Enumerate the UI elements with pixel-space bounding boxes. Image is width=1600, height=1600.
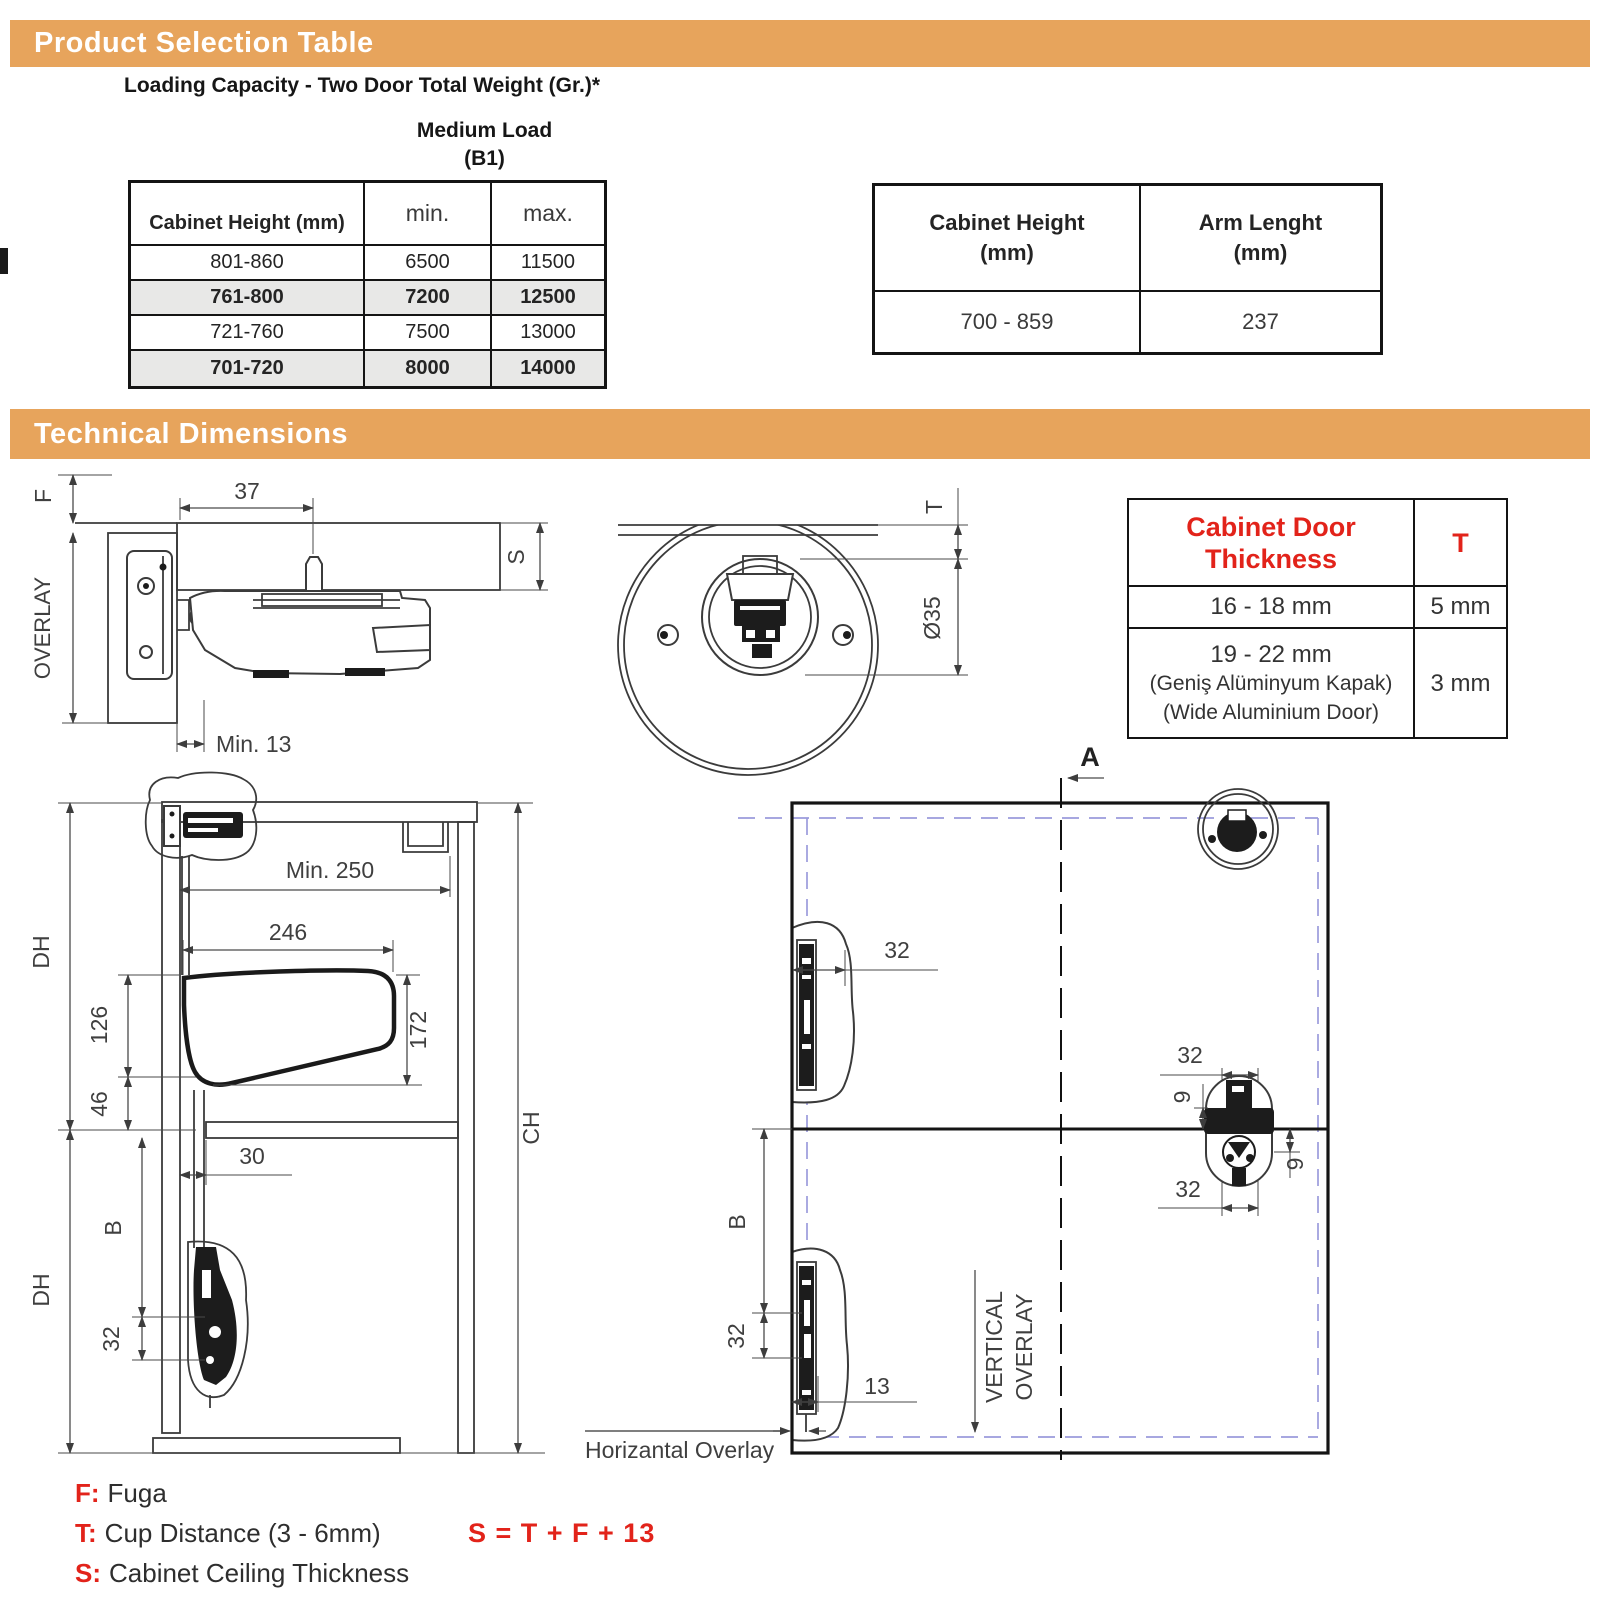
section-title: Product Selection Table [34, 27, 374, 59]
section-header-product-selection [10, 20, 1590, 67]
dim-9-left: 9 [1169, 1090, 1195, 1104]
arm-length-table [872, 183, 1383, 355]
dim-dia35: Ø35 [919, 596, 945, 640]
dim-f: F [30, 488, 56, 504]
table-cell: 14000 [492, 351, 604, 386]
loading-capacity-table [128, 180, 607, 389]
table-cell: 721-760 [131, 316, 365, 351]
load-class-label: Medium Load [416, 119, 553, 142]
dim-32-plate-bottom: 32 [1175, 1176, 1201, 1202]
table-cell: 761-800 [131, 281, 365, 316]
table-cell: 7200 [365, 281, 492, 316]
table-cell: 13000 [492, 316, 604, 351]
cup-view-drawing [618, 488, 968, 775]
vertical-overlay-label-2: OVERLAY [1011, 1293, 1037, 1401]
dim-13: 13 [864, 1373, 890, 1399]
legend-text-s: Cabinet Ceiling Thickness [109, 1558, 410, 1588]
dim-9-right: 9 [1282, 1157, 1308, 1171]
dim-s: S [503, 549, 529, 565]
legend-text-t: Cup Distance (3 - 6mm) [104, 1518, 381, 1548]
legend-key-t: T: [75, 1518, 97, 1548]
header-line: (mm) [1233, 240, 1288, 265]
table-cell: 700 - 859 [875, 292, 1141, 352]
legend-item-f [75, 1478, 167, 1509]
dim-b-section: B [100, 1220, 126, 1236]
loading-capacity-heading: Loading Capacity - Two Door Total Weight (Gr.)* [124, 74, 600, 97]
legend-item-s [75, 1558, 409, 1589]
col-header-t: T [1415, 500, 1506, 587]
side-view-drawing [30, 475, 548, 757]
dim-t: T [921, 499, 947, 515]
dim-32-section: 32 [98, 1326, 124, 1352]
col-header-arm-length [1141, 186, 1380, 292]
col-header-min: min. [365, 183, 492, 246]
dim-ch: CH [518, 1111, 544, 1145]
dim-overlay: OVERLAY [30, 576, 55, 680]
table-cell: 16 - 18 mm [1129, 587, 1415, 629]
dim-dh-lower: DH [28, 1273, 54, 1307]
legend-key-s: S: [75, 1558, 101, 1588]
door-thickness-table [1127, 498, 1508, 739]
dim-46: 46 [86, 1091, 112, 1117]
section-header-technical-dimensions [10, 409, 1590, 459]
dim-min13: Min. 13 [216, 731, 292, 757]
dim-min250: Min. 250 [285, 857, 375, 883]
table-cell [1129, 629, 1415, 737]
thickness-range: 19 - 22 mm [1210, 640, 1332, 668]
dim-b-front: B [724, 1214, 750, 1230]
header-line: Cabinet Height [929, 210, 1085, 235]
table-cell: 5 mm [1415, 587, 1506, 629]
header-line: (mm) [980, 240, 1034, 265]
dim-dh-upper: DH [28, 935, 54, 969]
table-cell: 6500 [365, 246, 492, 281]
dim-30: 30 [239, 1143, 265, 1169]
dim-32-front: 32 [723, 1323, 749, 1349]
col-header-cabinet-height [875, 186, 1141, 292]
horizontal-overlay-label: Horizantal Overlay [585, 1437, 775, 1463]
section-title: Technical Dimensions [34, 417, 349, 450]
legend-text-f: Fuga [107, 1478, 167, 1508]
thickness-note-en: (Wide Aluminium Door) [1163, 700, 1379, 724]
dim-37: 37 [234, 478, 260, 504]
thickness-note-tr: (Geniş Alüminyum Kapak) [1149, 671, 1393, 695]
table-cell: 701-720 [131, 351, 365, 386]
dim-172: 172 [405, 1010, 431, 1050]
section-a-label: A [1080, 742, 1100, 772]
table-cell: 237 [1141, 292, 1380, 352]
dim-126: 126 [86, 1005, 112, 1045]
dim-32-rail-upper: 32 [884, 937, 910, 963]
col-header-cabinet-height: Cabinet Height (mm) [131, 183, 365, 246]
s-formula: S = T + F + 13 [468, 1518, 656, 1548]
header-line: Arm Lenght [1198, 210, 1323, 235]
dim-32-plate-top: 32 [1177, 1042, 1203, 1068]
legend-item-t [75, 1518, 381, 1549]
table-cell: 3 mm [1415, 629, 1506, 737]
dim-246: 246 [268, 919, 308, 945]
table-cell: 801-860 [131, 246, 365, 281]
load-code-label: (B1) [464, 147, 505, 170]
table-cell: 8000 [365, 351, 492, 386]
col-header-max: max. [492, 183, 604, 246]
scan-artifact [0, 248, 8, 274]
table-cell: 7500 [365, 316, 492, 351]
col-header-door-thickness: Cabinet Door Thickness [1129, 500, 1415, 587]
legend-key-f: F: [75, 1478, 100, 1508]
vertical-overlay-label-1: VERTICAL [981, 1290, 1007, 1404]
front-view-drawing [585, 742, 1328, 1463]
table-cell: 11500 [492, 246, 604, 281]
section-view-drawing [28, 772, 545, 1453]
table-cell: 12500 [492, 281, 604, 316]
